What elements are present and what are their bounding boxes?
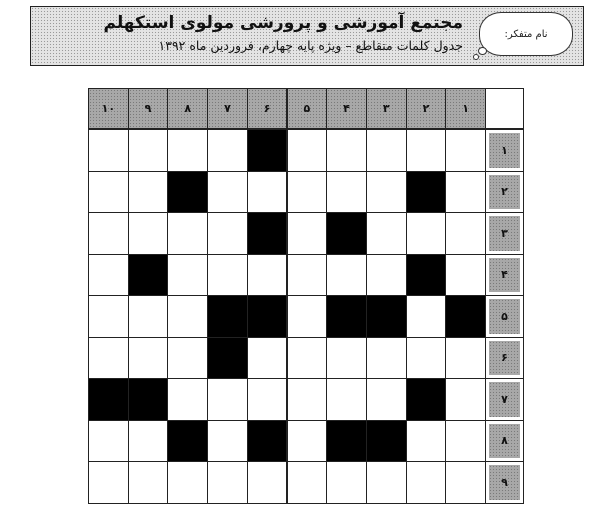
answer-cell[interactable] xyxy=(128,129,169,172)
answer-cell[interactable] xyxy=(287,129,328,172)
blocked-cell xyxy=(167,420,208,463)
answer-cell[interactable] xyxy=(287,171,328,214)
column-number-4: ۴ xyxy=(326,88,367,129)
answer-cell[interactable] xyxy=(128,171,169,214)
answer-cell[interactable] xyxy=(167,129,208,172)
answer-cell[interactable] xyxy=(207,212,248,255)
answer-cell[interactable] xyxy=(366,254,407,297)
answer-cell[interactable] xyxy=(167,378,208,421)
answer-cell[interactable] xyxy=(247,378,288,421)
answer-cell[interactable] xyxy=(167,337,208,380)
answer-cell[interactable] xyxy=(88,337,129,380)
answer-cell[interactable] xyxy=(326,254,367,297)
column-number-8: ۸ xyxy=(167,88,208,129)
answer-cell[interactable] xyxy=(247,461,288,504)
answer-cell[interactable] xyxy=(445,420,486,463)
answer-cell[interactable] xyxy=(366,171,407,214)
blocked-cell xyxy=(207,295,248,338)
answer-cell[interactable] xyxy=(366,129,407,172)
row-number-9 xyxy=(485,461,524,504)
answer-cell[interactable] xyxy=(128,420,169,463)
blocked-cell xyxy=(247,129,288,172)
answer-cell[interactable] xyxy=(167,295,208,338)
answer-cell[interactable] xyxy=(88,171,129,214)
answer-cell[interactable] xyxy=(406,420,447,463)
answer-cell[interactable] xyxy=(445,378,486,421)
answer-cell[interactable] xyxy=(128,295,169,338)
blocked-cell xyxy=(406,378,447,421)
answer-cell[interactable] xyxy=(445,212,486,255)
answer-cell[interactable] xyxy=(326,461,367,504)
answer-cell[interactable] xyxy=(287,378,328,421)
grid-corner xyxy=(485,88,524,129)
blocked-cell xyxy=(445,295,486,338)
answer-cell[interactable] xyxy=(128,461,169,504)
answer-cell[interactable] xyxy=(287,337,328,380)
answer-cell[interactable] xyxy=(326,129,367,172)
answer-cell[interactable] xyxy=(406,337,447,380)
column-number-10: ۱۰ xyxy=(88,88,129,129)
answer-cell[interactable] xyxy=(207,129,248,172)
answer-cell[interactable] xyxy=(287,461,328,504)
row-number-label: ۷ xyxy=(489,382,520,417)
answer-cell[interactable] xyxy=(88,295,129,338)
row-number-7 xyxy=(485,378,524,421)
column-number-1: ۱ xyxy=(445,88,486,129)
answer-cell[interactable] xyxy=(247,254,288,297)
blocked-cell xyxy=(406,171,447,214)
row-number-label: ۴ xyxy=(489,258,520,293)
row-number-6 xyxy=(485,337,524,380)
blocked-cell xyxy=(128,378,169,421)
blocked-cell xyxy=(247,420,288,463)
answer-cell[interactable] xyxy=(406,129,447,172)
blocked-cell xyxy=(207,337,248,380)
blocked-cell xyxy=(326,212,367,255)
name-cloud[interactable] xyxy=(479,12,573,56)
answer-cell[interactable] xyxy=(445,171,486,214)
answer-cell[interactable] xyxy=(88,420,129,463)
cloud-tail-bubble xyxy=(473,54,479,60)
answer-cell[interactable] xyxy=(366,378,407,421)
blocked-cell xyxy=(128,254,169,297)
answer-cell[interactable] xyxy=(366,212,407,255)
answer-cell[interactable] xyxy=(88,129,129,172)
column-number-6: ۶ xyxy=(247,88,288,129)
cloud-tail-bubble xyxy=(478,47,487,55)
blocked-cell xyxy=(366,295,407,338)
row-number-label: ۲ xyxy=(489,175,520,210)
answer-cell[interactable] xyxy=(247,171,288,214)
answer-cell[interactable] xyxy=(326,337,367,380)
name-label: نام متفکر: xyxy=(504,28,548,40)
column-number-3: ۳ xyxy=(366,88,407,129)
page-subtitle: جدول کلمات متقاطع – ویژه پایه چهارم، فروردین ماه ۱۳۹۲ xyxy=(158,38,463,53)
row-number-label: ۵ xyxy=(489,299,520,334)
row-number-label: ۸ xyxy=(489,424,520,459)
answer-cell[interactable] xyxy=(167,254,208,297)
answer-cell[interactable] xyxy=(167,212,208,255)
answer-cell[interactable] xyxy=(287,420,328,463)
answer-cell[interactable] xyxy=(247,337,288,380)
answer-cell[interactable] xyxy=(88,212,129,255)
row-number-label: ۶ xyxy=(489,341,520,376)
row-number-3 xyxy=(485,212,524,255)
answer-cell[interactable] xyxy=(88,254,129,297)
answer-cell[interactable] xyxy=(207,254,248,297)
answer-cell[interactable] xyxy=(326,378,367,421)
answer-cell[interactable] xyxy=(287,254,328,297)
answer-cell[interactable] xyxy=(207,171,248,214)
blocked-cell xyxy=(406,254,447,297)
answer-cell[interactable] xyxy=(445,129,486,172)
blocked-cell xyxy=(88,378,129,421)
column-number-7: ۷ xyxy=(207,88,248,129)
row-number-label: ۳ xyxy=(489,216,520,251)
answer-cell[interactable] xyxy=(445,461,486,504)
row-number-5 xyxy=(485,295,524,338)
row-number-label: ۹ xyxy=(489,465,520,500)
header-banner xyxy=(30,6,584,66)
blocked-cell xyxy=(247,212,288,255)
blocked-cell xyxy=(247,295,288,338)
row-number-1 xyxy=(485,129,524,172)
page-title: مجتمع آموزشی و پرورشی مولوی استکهلم xyxy=(103,13,463,33)
answer-cell[interactable] xyxy=(207,461,248,504)
answer-cell[interactable] xyxy=(128,337,169,380)
answer-cell[interactable] xyxy=(326,171,367,214)
answer-cell[interactable] xyxy=(366,337,407,380)
header-text xyxy=(41,11,463,61)
answer-cell[interactable] xyxy=(207,378,248,421)
answer-cell[interactable] xyxy=(445,337,486,380)
answer-cell[interactable] xyxy=(207,420,248,463)
answer-cell[interactable] xyxy=(167,461,208,504)
blocked-cell xyxy=(167,171,208,214)
answer-cell[interactable] xyxy=(88,461,129,504)
row-number-8 xyxy=(485,420,524,463)
answer-cell[interactable] xyxy=(287,295,328,338)
row-number-label: ۱ xyxy=(489,133,520,168)
row-number-4 xyxy=(485,254,524,297)
answer-cell[interactable] xyxy=(366,461,407,504)
blocked-cell xyxy=(366,420,407,463)
column-number-2: ۲ xyxy=(406,88,447,129)
answer-cell[interactable] xyxy=(287,212,328,255)
answer-cell[interactable] xyxy=(406,212,447,255)
answer-cell[interactable] xyxy=(445,254,486,297)
column-number-5: ۵ xyxy=(287,88,328,129)
column-number-9: ۹ xyxy=(128,88,169,129)
answer-cell[interactable] xyxy=(128,212,169,255)
blocked-cell xyxy=(326,420,367,463)
blocked-cell xyxy=(326,295,367,338)
answer-cell[interactable] xyxy=(406,295,447,338)
row-number-2 xyxy=(485,171,524,214)
answer-cell[interactable] xyxy=(406,461,447,504)
